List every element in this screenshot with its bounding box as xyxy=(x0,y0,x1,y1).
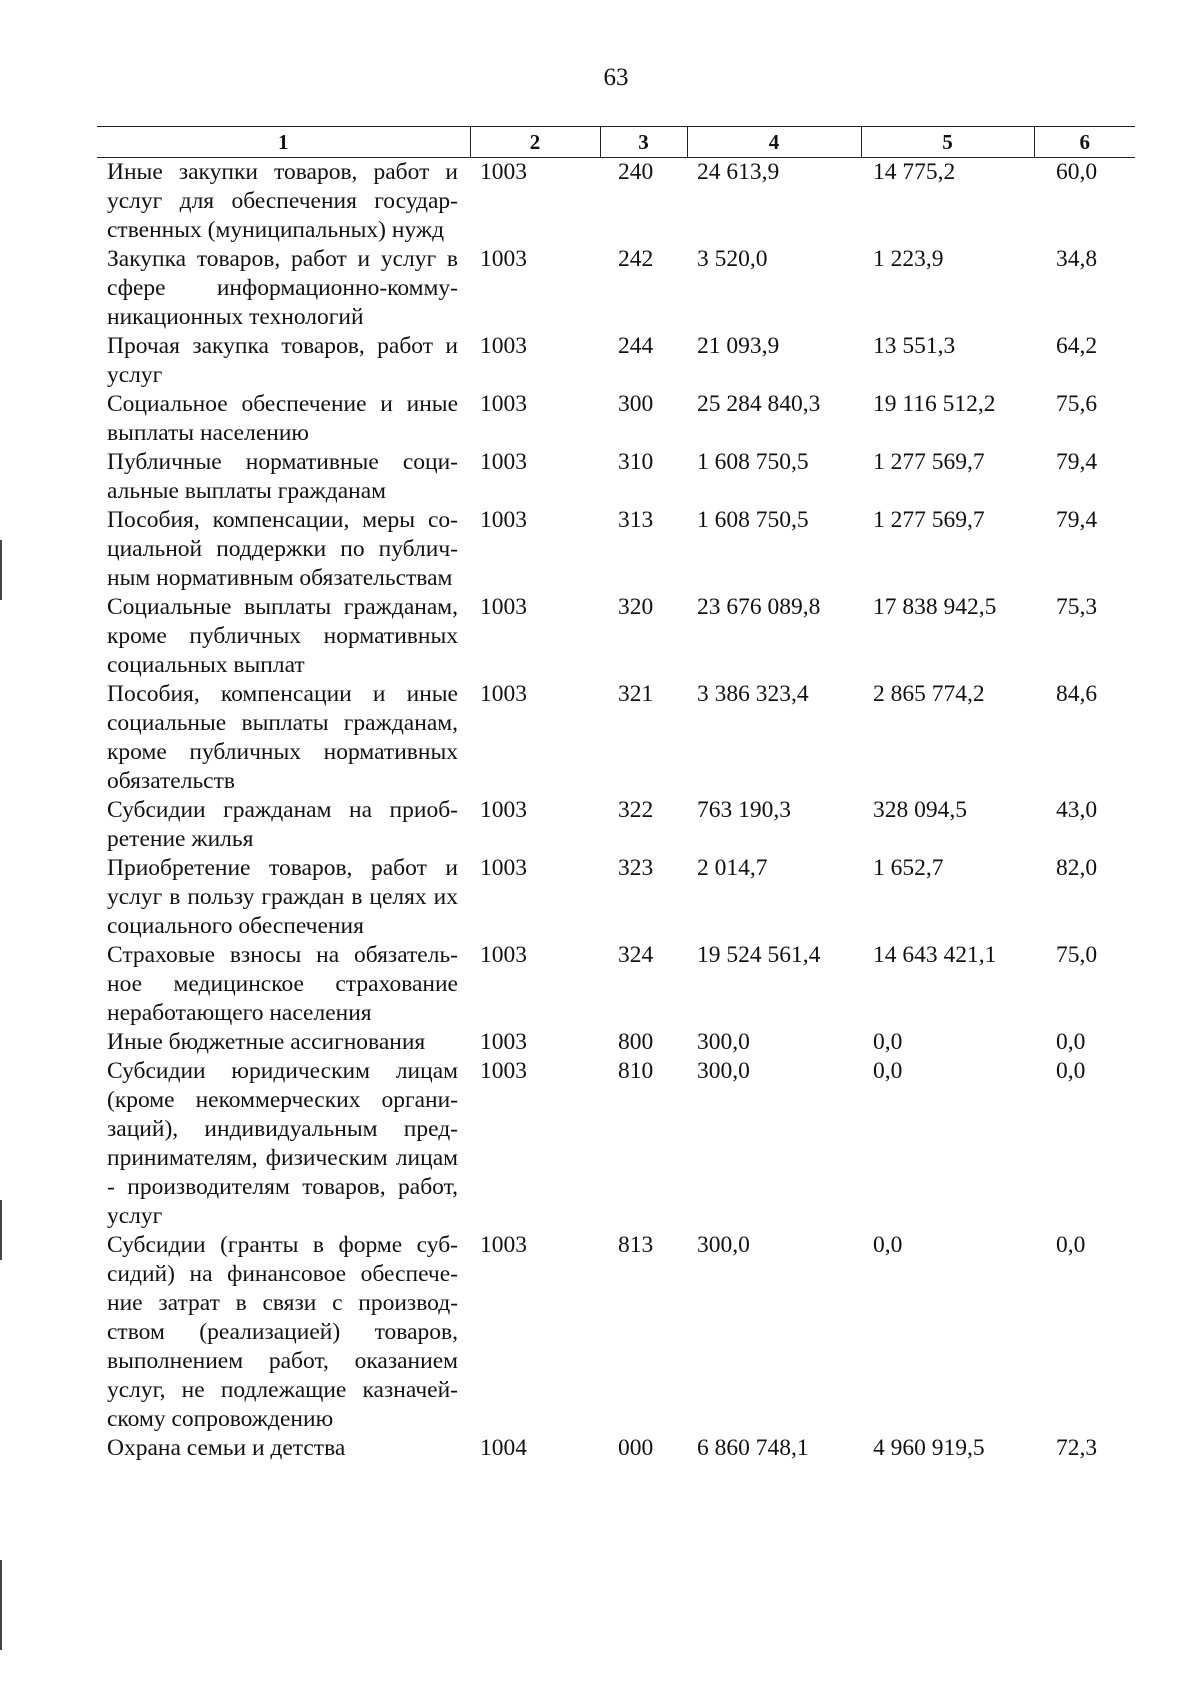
row-actual-amount-cell: 14 775,2 xyxy=(873,159,956,185)
column-header-2: 2 xyxy=(470,127,600,158)
row-name-cell: Субсидии юридическим лицам (кроме некоммерческих организаций), индивидуальным предпринимателям, физическим лицам - производителям товаров, работ, услуг xyxy=(107,1058,458,1229)
row-name-cell: Публичные нормативные социальные выплаты гражданам xyxy=(107,449,458,504)
row-percent-cell: 79,4 xyxy=(1056,507,1098,533)
row-percent-cell: 75,0 xyxy=(1056,942,1098,968)
row-plan-amount-cell: 1 608 750,5 xyxy=(697,449,809,475)
row-section-code-cell: 1003 xyxy=(480,797,527,823)
row-percent-cell: 84,6 xyxy=(1056,681,1098,707)
row-name-cell: Прочая закупка товаров, работ и услуг xyxy=(107,333,458,388)
row-percent-cell: 82,0 xyxy=(1056,855,1098,881)
row-section-code-cell: 1003 xyxy=(480,1029,527,1055)
row-expense-type-cell: 000 xyxy=(618,1435,654,1461)
column-header-4: 4 xyxy=(687,127,861,158)
row-actual-amount-cell: 2 865 774,2 xyxy=(873,681,985,707)
row-percent-cell: 0,0 xyxy=(1056,1232,1086,1258)
row-expense-type-cell: 310 xyxy=(618,449,654,475)
row-plan-amount-cell: 21 093,9 xyxy=(697,333,780,359)
row-percent-cell: 75,3 xyxy=(1056,594,1098,620)
row-name-cell: Иные закупки товаров, работ и услуг для обеспечения государственных (муниципальных) нужд xyxy=(107,159,458,243)
scan-edge-mark xyxy=(0,1560,2,1650)
row-expense-type-cell: 321 xyxy=(618,681,654,707)
row-section-code-cell: 1003 xyxy=(480,391,527,417)
row-name-cell: Социальные выплаты гражданам, кроме публичных нормативных социальных выплат xyxy=(107,594,458,678)
row-section-code-cell: 1003 xyxy=(480,594,527,620)
table-row xyxy=(97,593,1135,680)
table-header-row xyxy=(97,127,1135,158)
row-name-cell: Иные бюджетные ассигнования xyxy=(107,1029,426,1055)
page-number: 63 xyxy=(603,64,629,91)
row-percent-cell: 43,0 xyxy=(1056,797,1098,823)
row-name-cell: Приобретение товаров, работ и услуг в пользу граждан в целях их социального обеспечения xyxy=(107,855,458,939)
row-section-code-cell: 1003 xyxy=(480,681,527,707)
table-row xyxy=(97,796,1135,854)
row-expense-type-cell: 324 xyxy=(618,942,654,968)
row-plan-amount-cell: 3 386 323,4 xyxy=(697,681,809,707)
table-row xyxy=(97,332,1135,390)
row-actual-amount-cell: 328 094,5 xyxy=(873,797,967,823)
table-row xyxy=(97,680,1135,796)
row-expense-type-cell: 323 xyxy=(618,855,654,881)
row-percent-cell: 34,8 xyxy=(1056,246,1098,272)
table-row xyxy=(97,854,1135,941)
row-percent-cell: 79,4 xyxy=(1056,449,1098,475)
row-actual-amount-cell: 14 643 421,1 xyxy=(873,942,997,968)
scan-edge-mark xyxy=(0,1200,2,1260)
row-section-code-cell: 1003 xyxy=(480,449,527,475)
row-section-code-cell: 1003 xyxy=(480,1232,527,1258)
row-name-cell: Закупка товаров, работ и услуг в сфере информационно-коммуникационных технологий xyxy=(107,246,458,330)
row-expense-type-cell: 300 xyxy=(618,391,654,417)
row-actual-amount-cell: 0,0 xyxy=(873,1058,903,1084)
row-percent-cell: 64,2 xyxy=(1056,333,1098,359)
row-name-cell: Пособия, компенсации, меры социальной поддержки по публичным нормативным обязательствам xyxy=(107,507,458,591)
row-expense-type-cell: 800 xyxy=(618,1029,654,1055)
row-name-cell: Страховые взносы на обязательное медицинское страхование неработающего населения xyxy=(107,942,458,1026)
row-expense-type-cell: 320 xyxy=(618,594,654,620)
row-plan-amount-cell: 25 284 840,3 xyxy=(697,391,821,417)
row-percent-cell: 75,6 xyxy=(1056,391,1098,417)
table-body xyxy=(97,158,1135,1464)
table-row xyxy=(97,941,1135,1028)
budget-table-container xyxy=(97,126,1135,1463)
row-plan-amount-cell: 2 014,7 xyxy=(697,855,768,881)
row-actual-amount-cell: 1 223,9 xyxy=(873,246,944,272)
row-actual-amount-cell: 4 960 919,5 xyxy=(873,1435,985,1461)
table-row xyxy=(97,448,1135,506)
row-name-cell: Охрана семьи и детства xyxy=(107,1435,346,1461)
row-section-code-cell: 1003 xyxy=(480,507,527,533)
row-section-code-cell: 1003 xyxy=(480,1058,527,1084)
row-actual-amount-cell: 19 116 512,2 xyxy=(873,391,996,417)
column-header-1: 1 xyxy=(97,127,470,158)
row-actual-amount-cell: 1 277 569,7 xyxy=(873,507,985,533)
row-section-code-cell: 1003 xyxy=(480,159,527,185)
row-plan-amount-cell: 1 608 750,5 xyxy=(697,507,809,533)
row-percent-cell: 72,3 xyxy=(1056,1435,1098,1461)
budget-table xyxy=(97,126,1135,1463)
row-actual-amount-cell: 0,0 xyxy=(873,1029,903,1055)
table-row xyxy=(97,158,1135,246)
row-percent-cell: 0,0 xyxy=(1056,1029,1086,1055)
row-plan-amount-cell: 300,0 xyxy=(697,1058,750,1084)
row-plan-amount-cell: 19 524 561,4 xyxy=(697,942,821,968)
row-plan-amount-cell: 300,0 xyxy=(697,1029,750,1055)
column-header-3: 3 xyxy=(600,127,687,158)
row-section-code-cell: 1003 xyxy=(480,942,527,968)
table-row xyxy=(97,1434,1135,1463)
row-section-code-cell: 1003 xyxy=(480,246,527,272)
table-row xyxy=(97,1028,1135,1057)
row-percent-cell: 0,0 xyxy=(1056,1058,1086,1084)
table-row xyxy=(97,1057,1135,1231)
row-expense-type-cell: 813 xyxy=(618,1232,654,1258)
row-plan-amount-cell: 763 190,3 xyxy=(697,797,791,823)
table-row xyxy=(97,390,1135,448)
row-name-cell: Пособия, компенсации и иные социальные выплаты гражданам, кроме публичных нормативных обязательств xyxy=(107,681,458,794)
column-header-5: 5 xyxy=(861,127,1034,158)
row-expense-type-cell: 810 xyxy=(618,1058,654,1084)
table-row xyxy=(97,1231,1135,1434)
row-name-cell: Социальное обеспечение и иные выплаты населению xyxy=(107,391,458,446)
row-expense-type-cell: 322 xyxy=(618,797,654,823)
row-expense-type-cell: 242 xyxy=(618,246,654,272)
row-percent-cell: 60,0 xyxy=(1056,159,1098,185)
scan-edge-mark xyxy=(0,540,2,600)
row-actual-amount-cell: 13 551,3 xyxy=(873,333,956,359)
row-name-cell: Субсидии гражданам на приобретение жилья xyxy=(107,797,458,852)
row-expense-type-cell: 240 xyxy=(618,159,654,185)
row-actual-amount-cell: 17 838 942,5 xyxy=(873,594,997,620)
row-plan-amount-cell: 23 676 089,8 xyxy=(697,594,821,620)
row-expense-type-cell: 313 xyxy=(618,507,654,533)
row-actual-amount-cell: 0,0 xyxy=(873,1232,903,1258)
row-expense-type-cell: 244 xyxy=(618,333,654,359)
row-actual-amount-cell: 1 652,7 xyxy=(873,855,944,881)
row-actual-amount-cell: 1 277 569,7 xyxy=(873,449,985,475)
row-plan-amount-cell: 300,0 xyxy=(697,1232,750,1258)
row-plan-amount-cell: 24 613,9 xyxy=(697,159,780,185)
row-section-code-cell: 1003 xyxy=(480,333,527,359)
row-name-cell: Субсидии (гранты в форме субсидий) на финансовое обеспечение затрат в связи с производством (реализацией) товаров, выполнением работ, оказанием услуг, не подлежащие казначейскому сопровождению xyxy=(107,1232,458,1432)
row-plan-amount-cell: 3 520,0 xyxy=(697,246,768,272)
row-section-code-cell: 1003 xyxy=(480,855,527,881)
table-row xyxy=(97,245,1135,332)
row-plan-amount-cell: 6 860 748,1 xyxy=(697,1435,809,1461)
row-section-code-cell: 1004 xyxy=(480,1435,527,1461)
table-row xyxy=(97,506,1135,593)
column-header-6: 6 xyxy=(1034,127,1135,158)
